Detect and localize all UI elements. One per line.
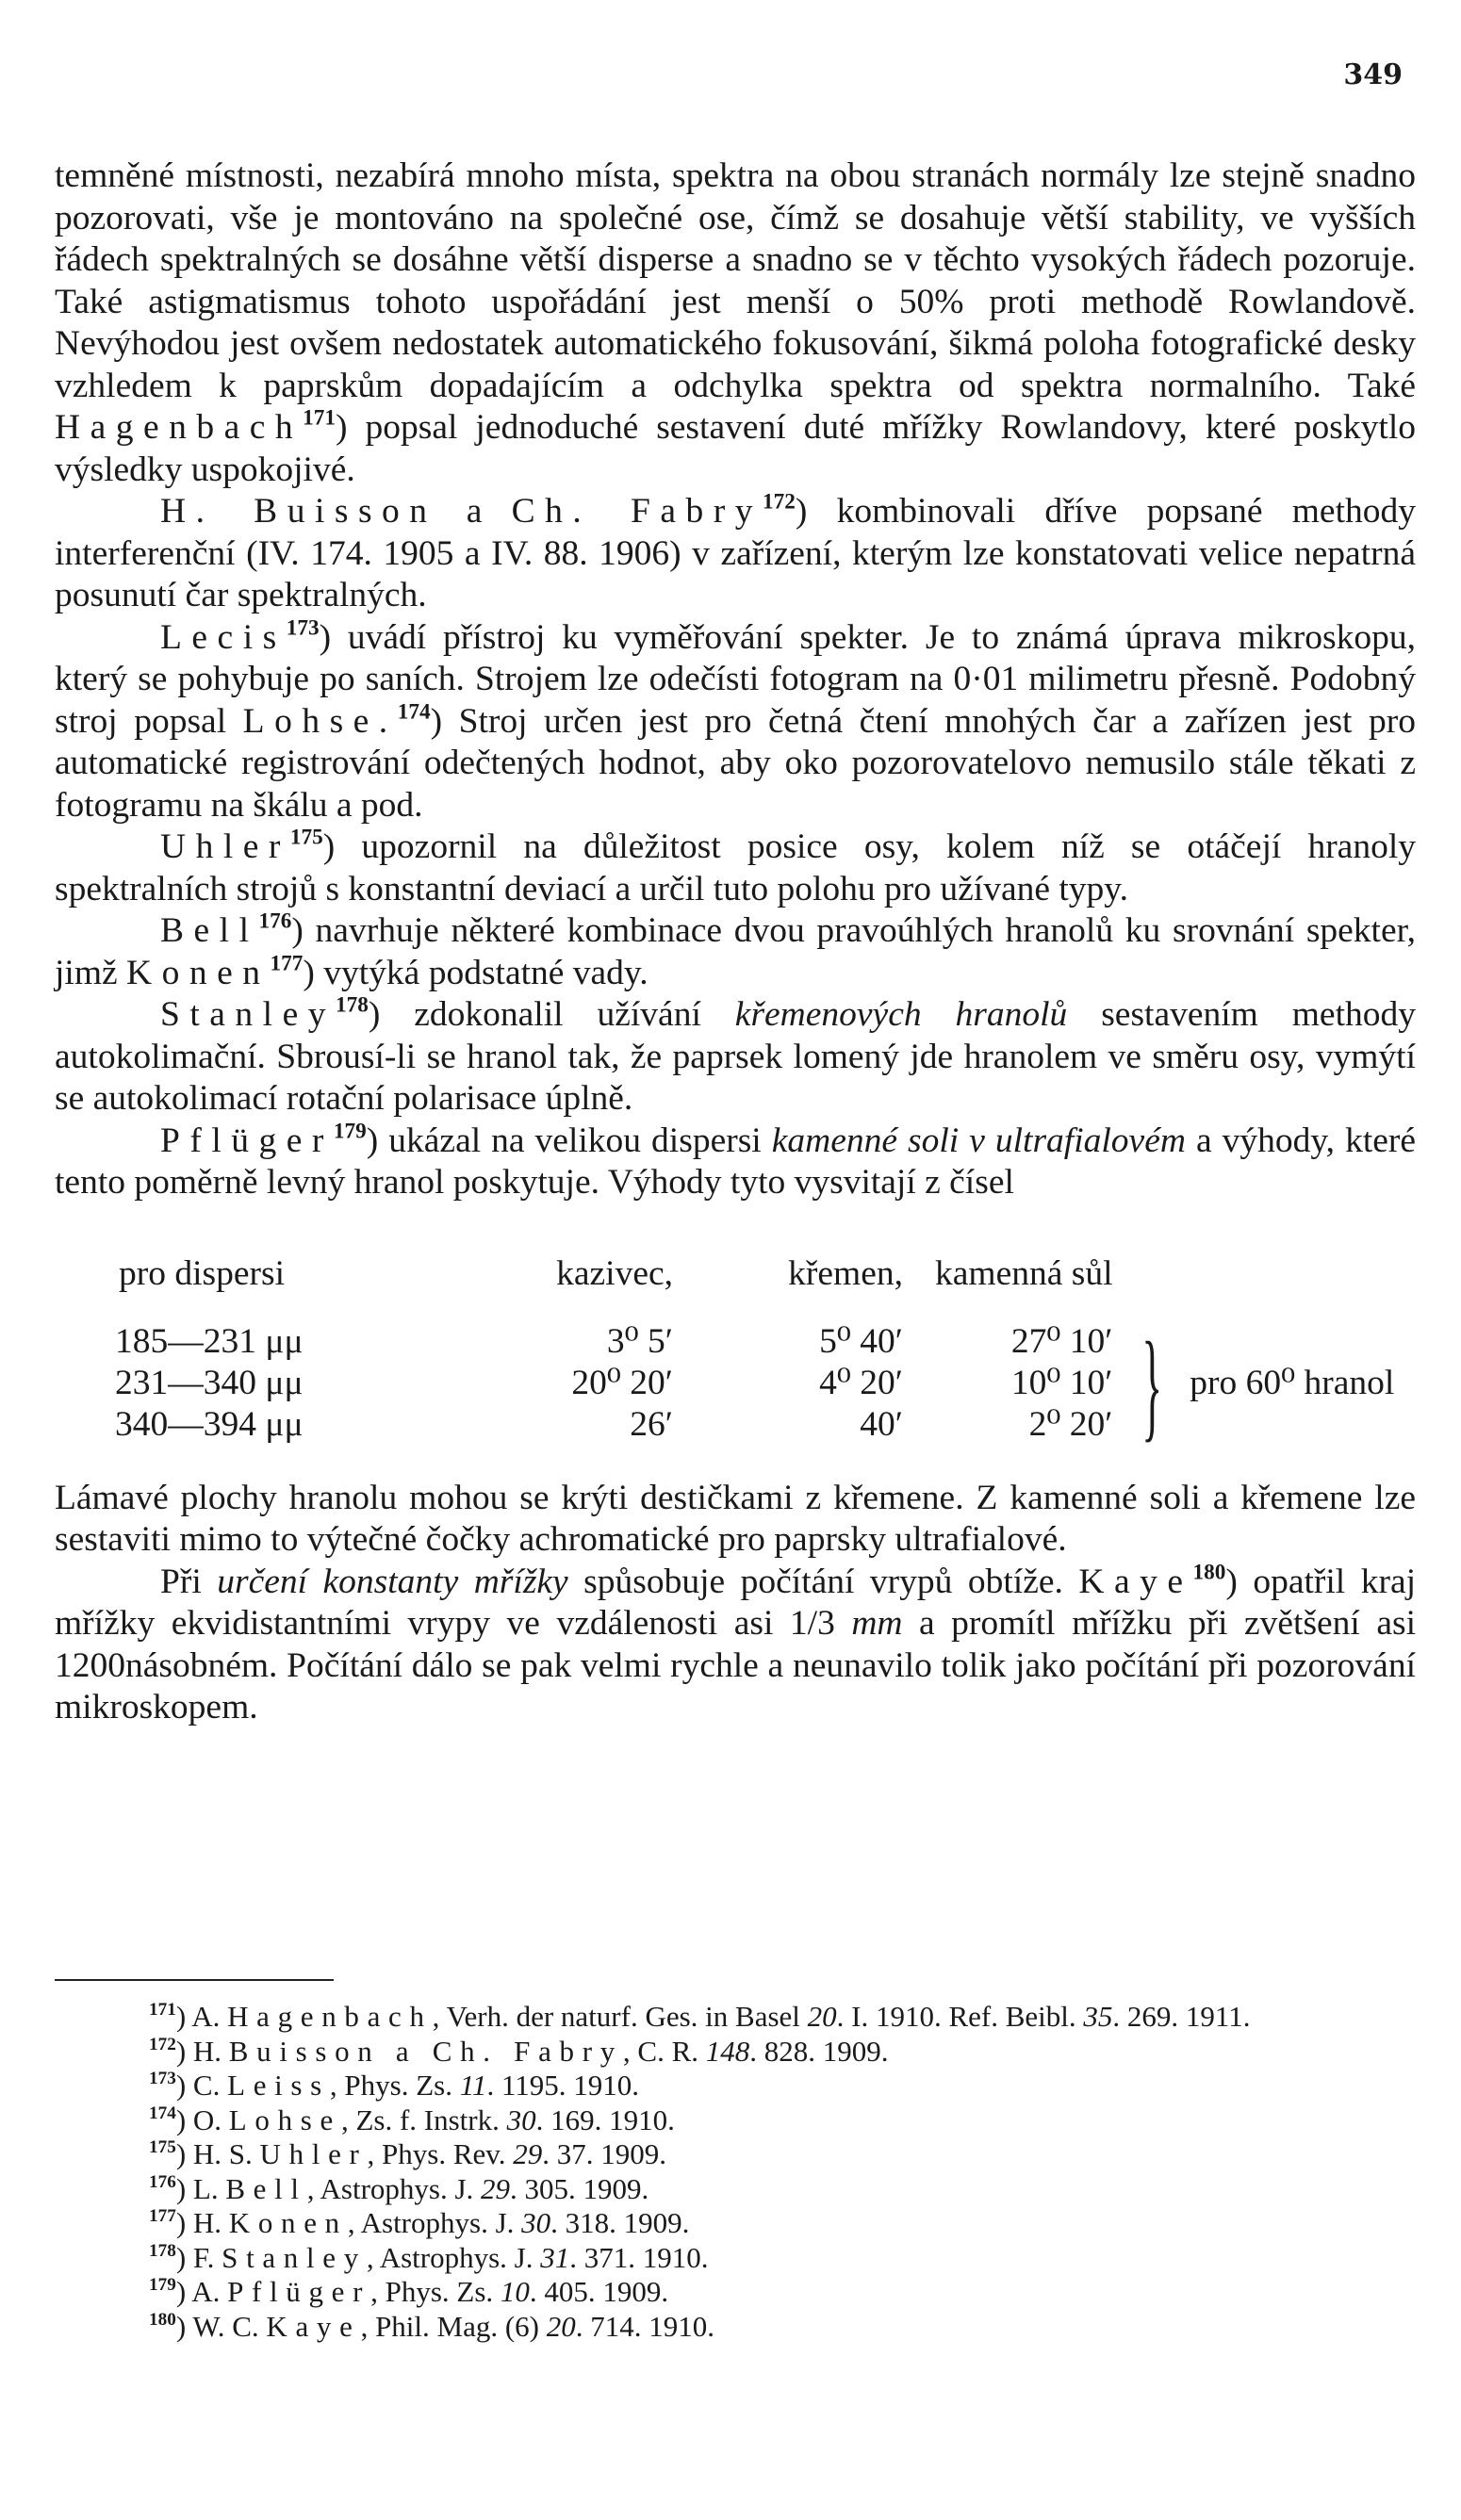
paragraph-5: Bell$^{176}$) navrhuje některé kombinace dvou pravoúhlých hranolů ku srovnání spekter, jimž Konen$^{177}$) vytýká podstatné vady. [55, 908, 1416, 992]
table-cell: 185—231 μμ [115, 1321, 304, 1361]
footnote: $^{174}$) O. Lohse, Zs. f. Instrk. 30. 169. 1910. [149, 2103, 675, 2136]
table-cell: 2⁰ 20′ [1028, 1404, 1113, 1444]
paragraph-8: Lámavé plochy hranolu mohou se krýti destičkami z křemene. Z kamenné soli a křemene lze sestaviti mimo to výtečné čočky achromatické pro paprsky ultrafialové. [55, 1478, 1416, 1559]
table-cell: 3⁰ 5′ [606, 1321, 673, 1361]
footnote: $^{180}$) W. C. Kaye, Phil. Mag. (6) 20. 714. 1910. [149, 2309, 714, 2343]
table-cell: 27⁰ 10′ [1010, 1321, 1113, 1361]
table-header: křemen, [788, 1253, 903, 1293]
author-name: Uhler [160, 827, 290, 866]
table-header: kamenná sůl [935, 1253, 1113, 1293]
paragraph-7: Pflüger$^{179}$) ukázal na velikou dispersi kamenné soli v ultrafialovém a výhody, které tento poměrně levný hranol poskytuje. Výhody tyto vysvitají z čísel [55, 1119, 1417, 1202]
table-cell: 26′ [630, 1404, 673, 1444]
author-name: Konen [126, 953, 271, 992]
author-name: Pflüger [160, 1121, 334, 1160]
author-name: Stanley [160, 995, 336, 1034]
footnote-ref[interactable]: 180 [1192, 1560, 1226, 1585]
footnote-ref[interactable]: 171 [303, 405, 337, 431]
footnote-ref[interactable]: 172 [763, 489, 796, 515]
footnotes [55, 2000, 1416, 2344]
footnote-ref[interactable]: 179 [333, 1119, 367, 1144]
footnote: $^{171}$) A. Hagenbach, Verh. der naturf. Ges. in Basel 20. I. 1910. Ref. Beibl. 35. 269. 1911. [149, 2000, 1251, 2033]
dispersion-table [55, 1253, 1416, 1453]
footnote: $^{176}$) L. Bell, Astrophys. J. 29. 305. 1909. [149, 2171, 649, 2205]
table-note: pro 60⁰ hranol [1190, 1363, 1395, 1402]
footnote-ref[interactable]: 176 [258, 908, 292, 934]
author-name: Hagenbach [55, 408, 304, 447]
author-name: Bell [160, 911, 259, 950]
footnote-ref[interactable]: 174 [397, 699, 431, 725]
table-cell: 5⁰ 40′ [819, 1321, 903, 1361]
table-row [55, 1321, 1394, 1363]
author-name: Lecis [160, 617, 287, 657]
footnote-ref[interactable]: 173 [286, 615, 320, 641]
paragraph-4: Uhler$^{175}$) upozornil na důležitost posice osy, kolem níž se otáčejí hranoly spektralních strojů s konstantní deviací a určil tuto polohu pro užívané typy. [55, 825, 1416, 908]
table-header: pro dispersi [119, 1253, 286, 1293]
paragraph-1: temněné místnosti, nezabírá mnoho místa, spektra na obou stranách normály lze stejně snadno pozorovati, vše je montováno na společné ose, čímž se dosahuje větší stability, ve vyšších řádech spektralných se dosáhne větší disperse a snadno se v těchto vysokých řádech pozoruje. Také astigmatismus tohoto uspořádání jest menší o 50% proti methodě Rowlandově. Nevýhodou jest ovšem nedostatek automatického fokusování, šikmá poloha fotografické desky vzhledem k paprskům dopadajícím a odchylka spektra od spektra normalního. Také Hagenbach$^{171}$) popsal jednoduché sestavení duté mřížky Rowlandovy, které poskytlo výsledky uspokojivé. [55, 156, 1416, 489]
table-cell: 10⁰ 10′ [1010, 1363, 1113, 1402]
page-number: 349 [1343, 58, 1403, 91]
table-cell: 4⁰ 20′ [819, 1363, 903, 1402]
author-name: Ch. Fabry [511, 492, 763, 531]
paragraph-3: Lecis$^{173}$) uvádí přístroj ku vyměřování spekter. Je to známá úprava mikroskopu, který se pohybuje po saních. Strojem lze odečísti fotogram na 0·01 milimetru přesně. Podobný stroj popsal Lohse.$^{174}$) Stroj určen jest pro četná čtení mnohých čar a zařízen jest pro automatické registrování odečtených hodnot, aby oko pozorovatelovo nemusilo stále těkati z fotogramu na škálu a pod. [55, 615, 1416, 825]
footnote: $^{177}$) H. Konen, Astrophys. J. 30. 318. 1909. [149, 2206, 690, 2239]
emphasis: křemenových hranolů [734, 995, 1068, 1034]
dispersion-table-grid [55, 1253, 1395, 1453]
emphasis: kamenné soli v ultrafialovém [771, 1121, 1186, 1160]
paragraph-6: Stanley$^{178}$) zdokonalil užívání křemenových hranolů sestavením methody autokolimační. Sbrousí-li se hranol tak, že paprsek lomený jde hranolem ve směru osy, vymýtí se autokolimací rotační polarisace úplně. [55, 992, 1416, 1118]
table-cell: 231—340 μμ [115, 1363, 304, 1402]
table-header-row [55, 1253, 1394, 1321]
footnote: $^{172}$) H. Buisson a Ch. Fabry, C. R. 148. 828. 1909. [149, 2034, 889, 2068]
footnote: $^{178}$) F. Stanley, Astrophys. J. 31. 371. 1910. [149, 2240, 709, 2274]
body-text [55, 155, 1416, 1729]
table-cell: 20⁰ 20′ [571, 1363, 673, 1402]
table-cell: 340—394 μμ [115, 1404, 304, 1444]
table-note-cell: } pro 60⁰ hranol [1141, 1317, 1395, 1453]
unit: mm [851, 1604, 903, 1643]
author-name: H. Buisson [160, 492, 437, 531]
table-cell: 40′ [860, 1404, 903, 1444]
fraction: 1/3 [789, 1604, 835, 1643]
emphasis: určení konstanty mřížky [217, 1562, 568, 1601]
author-name: Lohse. [242, 701, 398, 741]
footnote-ref[interactable]: 175 [289, 825, 323, 850]
footnote: $^{173}$) C. Leiss, Phys. Zs. 11. 1195. 1910. [149, 2069, 640, 2102]
table-header: kazivec, [556, 1253, 673, 1293]
author-name: Kaye [1078, 1562, 1193, 1601]
footnote-ref[interactable]: 177 [270, 951, 304, 976]
paragraph-9: Při určení konstanty mřížky spůsobuje počítání vrypů obtíže. Kaye$^{180}$) opatřil kraj mřížky ekvidistantními vrypy ve vzdálenosti asi 1/3 mm a promítl mřížku při zvětšení asi 1200násobném. Počítání dálo se pak velmi rychle a neunavilo tolik jako počítání při pozorování mikroskopem. [55, 1560, 1417, 1726]
paragraph-2: H. Buisson a Ch. Fabry$^{172}$) kombinovali dříve popsané methody interferenční (IV. 174. 1905 a IV. 88. 1906) v zařízení, kterým lze konstatovati velice nepatrná posunutí čar spektralných. [55, 489, 1416, 614]
footnote-rule [55, 1979, 334, 1981]
footnote: $^{175}$) H. S. Uhler, Phys. Rev. 29. 37. 1909. [149, 2137, 666, 2170]
footnote-ref[interactable]: 178 [335, 992, 369, 1018]
footnote: $^{179}$) A. Pflüger, Phys. Zs. 10. 405. 1909. [149, 2275, 669, 2308]
